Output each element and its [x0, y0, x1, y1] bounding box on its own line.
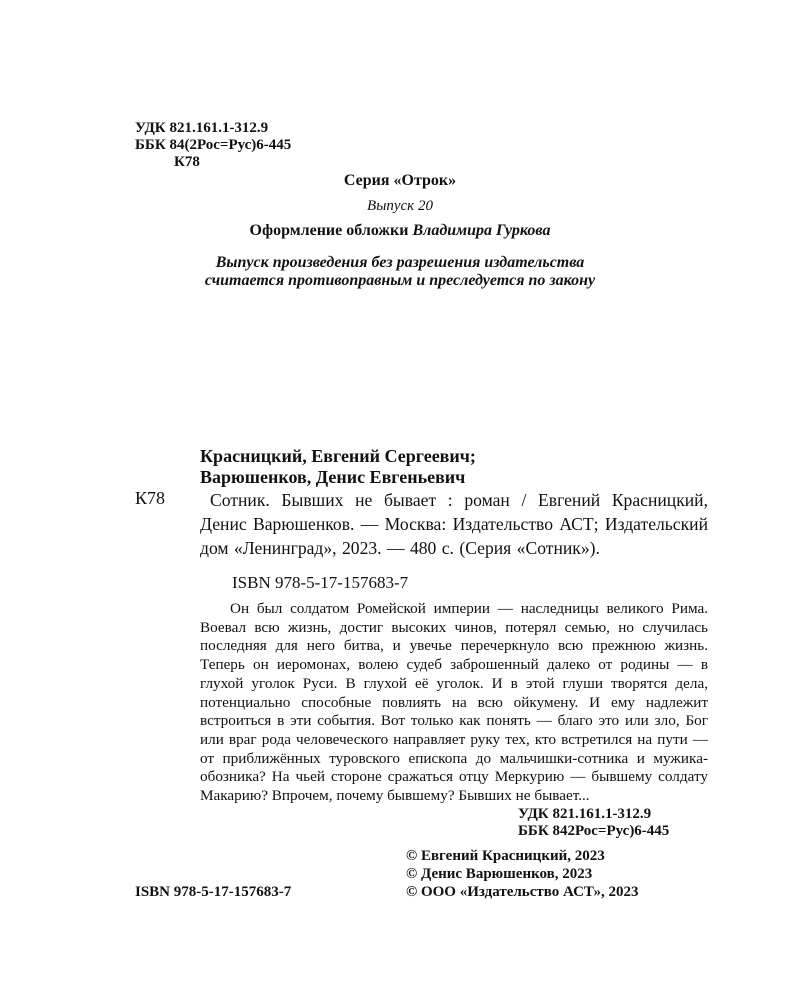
footer-isbn: ISBN 978-5-17-157683-7 [135, 884, 292, 900]
footer-bbk-code: ББК 842Рос=Рус)6-445 [518, 823, 670, 839]
series-title: Серия «Отрок» [343, 172, 457, 189]
series-issue: Выпуск 20 [367, 198, 433, 214]
cover-design-prefix: Оформление обложки [249, 222, 413, 239]
record-authors-line-1: Красницкий, Евгений Сергеевич; [200, 446, 476, 466]
record-authors-line-2: Варюшенков, Денис Евгеньевич [200, 467, 466, 487]
cover-design-artist: Владимира Гуркова [412, 222, 551, 239]
record-description-text: Сотник. Бывших не бывает : роман / Евгений Красницкий, Денис Варюшенков. — Москва: Издательство АСТ; Издательский дом «Ленинград», 2023. — 480 с. (Серия «Сотник»). [200, 490, 708, 558]
bbk-code: ББК 84(2Рос=Рус)6-445 [135, 137, 292, 153]
copyright-line-1: © Евгений Красницкий, 2023 [406, 848, 605, 864]
annotation [200, 600, 708, 806]
footer-udk-code: УДК 821.161.1-312.9 [518, 806, 652, 822]
copyright-line-3: © ООО «Издательство АСТ», 2023 [406, 884, 639, 900]
record-isbn: ISBN 978-5-17-157683-7 [232, 573, 409, 592]
author-mark: К78 [174, 154, 200, 170]
cover-design-credit [0, 222, 800, 240]
notice-line-2: считается противоправным и преследуется по закону [204, 272, 596, 289]
udk-code: УДК 821.161.1-312.9 [135, 120, 269, 136]
record-description [200, 488, 708, 560]
notice-line-1: Выпуск произведения без разрешения издательства [215, 254, 585, 271]
annotation-text: Он был солдатом Ромейской империи — наследницы великого Рима. Воевал всю жизнь, достиг высоких чинов, потерял семью, но случилась последняя для него битва, и увечье перечеркнуло всю прежнюю жизнь. Теперь он иеромонах, волею судеб заброшенный далеко от родины — в глухой уголок Руси. В глухой её уголок. И в этой глуши творятся дела, потенциально способные повлиять на всю ойкумену. И ему надлежит встроиться в эти события. Вот только как понять — благо это или зло, Бог или враг рода человеческого направляет руку тех, кто встретился на пути — от приближённых туровского епископа до мальчишки-сотника и мужика-обозника? На чьей стороне сражаться отцу Меркурию — бывшему солдату Макарию? Впрочем, почему бывшему? Бывших не бывает... [200, 600, 708, 805]
record-mark: К78 [135, 488, 166, 508]
copyright-line-2: © Денис Варюшенков, 2023 [406, 866, 593, 882]
